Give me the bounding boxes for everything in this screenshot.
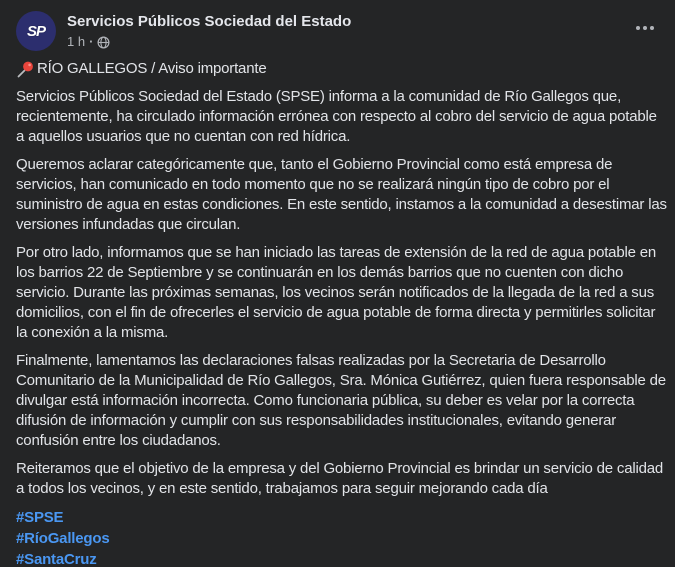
hashtag-link-santacruz[interactable]: #SantaCruz	[16, 551, 97, 567]
post-title-line	[16, 59, 667, 79]
post-paragraph: Reiteramos que el objetivo de la empresa y del Gobierno Provincial es brindar un servicio de calidad a todos los vecinos, y en este sentido, trabajamos para seguir mejorando cada día	[16, 460, 664, 497]
post-paragraph: Servicios Públicos Sociedad del Estado (SPSE) informa a la comunidad de Río Gallegos que, recientemente, ha circulado información errónea con respecto al cobro del servicio de agua potable a aquellos usuarios que no cuentan con red hídrica.	[16, 88, 657, 145]
header-text	[67, 11, 351, 50]
more-dot-icon	[636, 26, 640, 30]
post-title-text: RÍO GALLEGOS / Aviso importante	[37, 60, 267, 77]
hashtag-link-spse[interactable]: #SPSE	[16, 509, 64, 526]
avatar-logo-text: SP	[26, 22, 45, 40]
timestamp-link[interactable]: 1 h	[67, 34, 86, 49]
more-dot-icon	[643, 26, 647, 30]
page-name-link[interactable]: Servicios Públicos Sociedad del Estado	[67, 13, 352, 30]
post-paragraph: Queremos aclarar categóricamente que, tanto el Gobierno Provincial como está empresa de servicios, han comunicado en todo momento que no se realizará ningún tipo de cobro por el suministro de agua en estas condiciones. En este sentido, instamos a la comunidad a desestimar las versiones infundadas que circulan.	[16, 156, 667, 233]
post-meta	[67, 33, 351, 50]
avatar[interactable]	[16, 11, 56, 51]
post-paragraph: Por otro lado, informamos que se han iniciado las tareas de extensión de la red de agua potable en los barrios 22 de Septiembre y se continuarán en los demás barrios que no cuenten con dicho servicio. Durante las próximas semanas, los vecinos serán notificados de la llegada de la red a sus domicilios, con el fin de ofrecerles el servicio de agua potable de forma directa y permitirles solicitar la conexión a la misma.	[16, 244, 656, 341]
globe-public-icon	[97, 36, 110, 49]
post-paragraph: Finalmente, lamentamos las declaraciones falsas realizadas por la Secretaria de Desarrollo Comunitario de la Municipalidad de Río Gallegos, Sra. Mónica Gutiérrez, quien fuera responsable de divulgar está información incorrecta. Como funcionaria pública, su deber es velar por la correcta difusión de información y cumplir con sus responsabilidades institucionales, evitando generar confusión entre los ciudadanos.	[16, 352, 666, 449]
pushpin-icon	[16, 60, 35, 79]
hashtag-list	[16, 507, 667, 567]
more-dot-icon	[650, 26, 654, 30]
meta-separator: ·	[89, 34, 94, 49]
post-header	[0, 0, 675, 59]
more-options-button[interactable]	[629, 16, 661, 40]
post-body	[0, 59, 675, 567]
hashtag-link-riogallegos[interactable]: #RíoGallegos	[16, 530, 110, 547]
